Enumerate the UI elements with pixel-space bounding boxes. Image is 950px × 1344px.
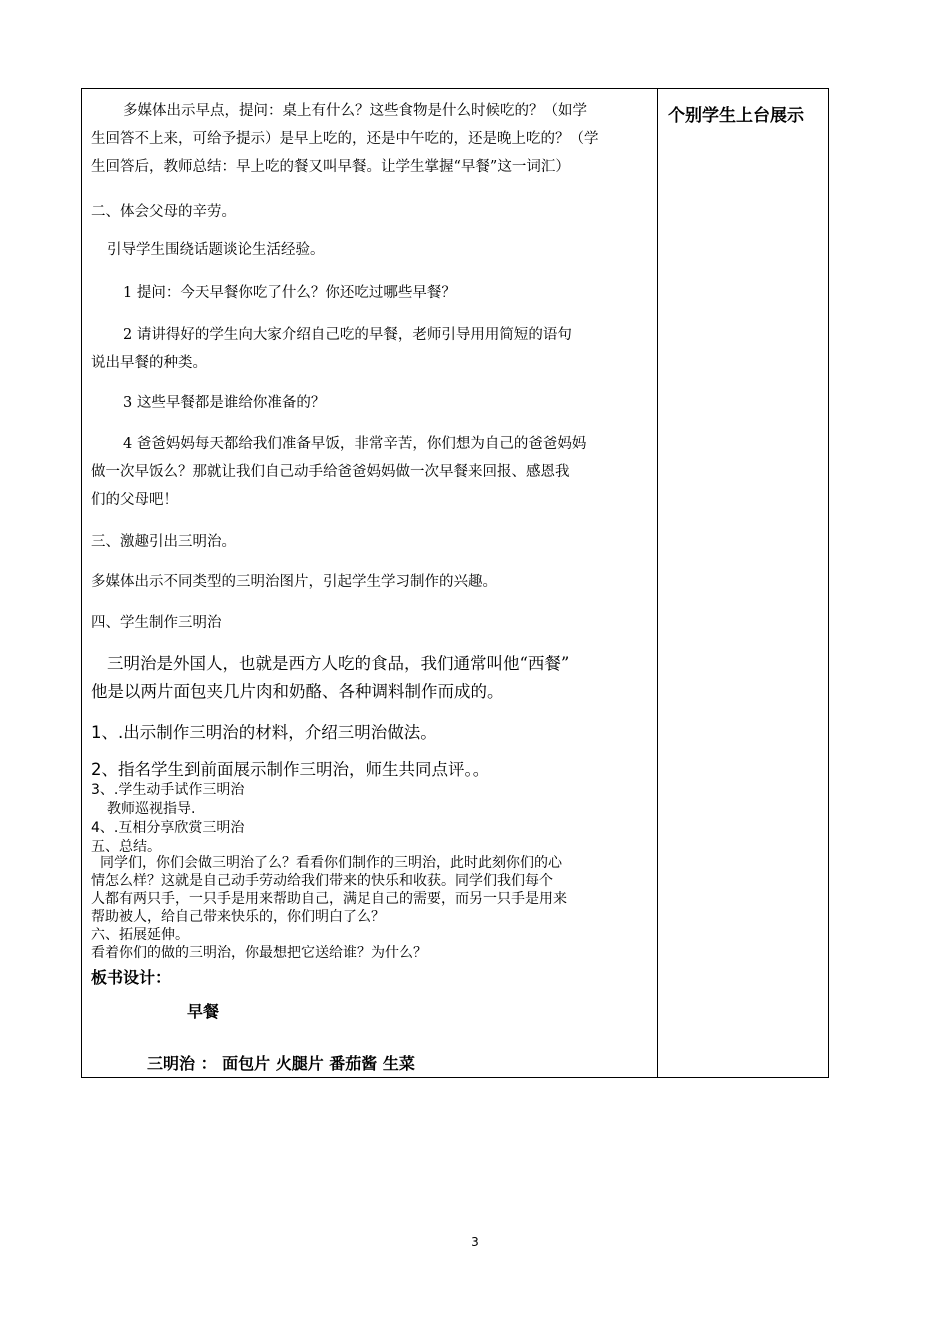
page-number: 3 [471,1235,479,1249]
paragraph-line: 他是以两片面包夹几片肉和奶酪、各种调料制作而成的。 [91,682,504,701]
board-content: 三明治 ： 面包片 火腿片 番茄酱 生菜 [147,1054,415,1073]
section-heading: 三、激趣引出三明治。 [91,534,236,550]
summary-line: 情怎么样？这就是自己动手劳动给我们带来的快乐和收获。同学们我们每个 [91,873,553,889]
paragraph-line: 生回答不上来，可给予提示）是早上吃的，还是中午吃的，还是晚上吃的？（学 [91,131,599,147]
summary-line: 帮助被人，给自己带来快乐的，你们明白了么？ [91,909,385,925]
question-line: 1 提问：今天早餐你吃了什么？你还吃过哪些早餐？ [123,285,456,301]
paragraph-line: 多媒体出示早点，提问：桌上有什么？这些食物是什么时候吃的？（如学 [123,103,587,119]
section-heading: 四、学生制作三明治 [91,615,222,631]
board-design-heading: 板书设计： [91,968,172,987]
summary-line: 同学们，你们会做三明治了么？看看你们制作的三明治，此时此刻你们的心 [100,855,562,871]
lesson-plan-table [81,88,829,1078]
question-line: 2 请讲得好的学生向大家介绍自己吃的早餐，老师引导用用简短的语句 [123,327,572,343]
paragraph-line: 三明治是外国人，也就是西方人吃的食品，我们通常叫他“西餐” [107,654,570,673]
summary-line: 人都有两只手，一只手是用来帮助自己，满足自己的需要，而另一只手是用来 [91,891,567,907]
section-heading: 二、体会父母的辛劳。 [91,204,236,220]
step-line: 2、指名学生到前面展示制作三明治，师生共同点评。。 [91,760,490,779]
step-line: 1、.出示制作三明治的材料，介绍三明治做法。 [91,723,437,742]
section-heading: 五、总结。 [91,839,161,855]
question-line: 说出早餐的种类。 [91,355,207,371]
section-heading: 六、拓展延伸。 [91,927,189,943]
question-line: 4 爸爸妈妈每天都给我们准备早饭，非常辛苦，你们想为自己的爸爸妈妈 [123,436,587,452]
step-note: 教师巡视指导. [107,801,196,817]
question-line: 做一次早饭么？那就让我们自己动手给爸爸妈妈做一次早餐来回报、感恩我 [91,464,570,480]
question-line: 3 这些早餐都是谁给你准备的？ [123,395,326,411]
paragraph-line: 多媒体出示不同类型的三明治图片，引起学生学习制作的兴趣。 [91,574,497,590]
step-line: 3、.学生动手试作三明治 [91,782,245,798]
right-column-note: 个别学生上台展示 [668,106,804,126]
question-line: 们的父母吧！ [91,492,178,508]
board-title: 早餐 [187,1002,220,1021]
paragraph-line: 引导学生围绕话题谈论生活经验。 [107,242,325,258]
paragraph-line: 看着你们的做的三明治，你最想把它送给谁？为什么？ [91,945,427,961]
paragraph-line: 生回答后，教师总结：早上吃的餐又叫早餐。让学生掌握“早餐”这一词汇） [91,159,570,175]
step-line: 4、.互相分享欣赏三明治 [91,820,245,836]
